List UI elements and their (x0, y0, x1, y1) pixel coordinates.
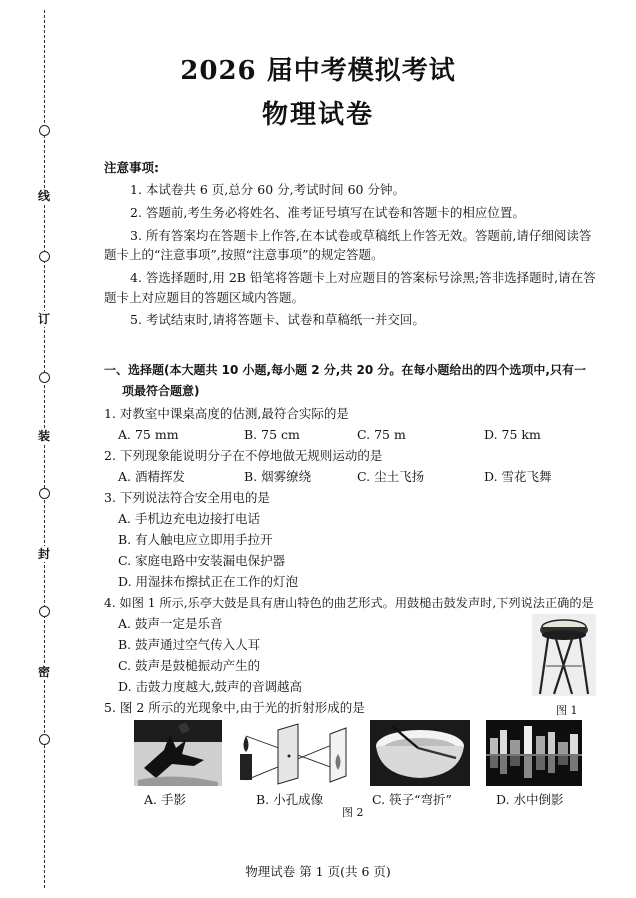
figure-2-pinhole-image (234, 720, 352, 786)
question-2-option-a: A. 酒精挥发 (118, 469, 185, 484)
question-4-option-a: A. 鼓声一定是乐音 (118, 616, 223, 631)
exam-title: 2026 届中考模拟考试 (180, 56, 456, 86)
binding-hole (39, 372, 50, 383)
notice-line: 3. 所有答案均在答题卡上作答,在本试卷或草稿纸上作答无效。答题前,请仔细阅读答 (130, 228, 592, 243)
question-2-option-b: B. 烟雾缭绕 (244, 469, 312, 484)
question-2-stem: 2. 下列现象能说明分子在不停地做无规则运动的是 (104, 448, 383, 463)
figure-1-label: 图 1 (556, 704, 578, 717)
binding-hole (39, 606, 50, 617)
question-1-option-b: B. 75 cm (244, 427, 300, 442)
notice-line: 题卡上对应题目的答题区域内答题。 (104, 290, 305, 305)
figure-2-chopstick-image (370, 720, 470, 786)
section-heading: 一、选择题(本大题共 10 小题,每小题 2 分,共 20 分。在每小题给出的四个选项中,只有一 (104, 363, 586, 377)
binding-char-zhuang: 装 (34, 428, 54, 444)
question-5-option-c: C. 筷子“弯折” (372, 792, 452, 807)
question-3-option-a: A. 手机边充电边接打电话 (118, 511, 260, 526)
question-3-option-c: C. 家庭电路中安装漏电保护器 (118, 553, 286, 568)
question-2-option-c: C. 尘土飞扬 (357, 469, 425, 484)
question-5-option-b: B. 小孔成像 (256, 792, 324, 807)
question-5-option-a: A. 手影 (144, 792, 186, 807)
notice-line: 题卡上的“注意事项”,按照“注意事项”的规定答题。 (104, 247, 384, 262)
question-1-option-d: D. 75 km (484, 427, 541, 442)
page-footer: 物理试卷 第 1 页(共 6 页) (245, 864, 391, 879)
question-4-stem: 4. 如图 1 所示,乐亭大鼓是具有唐山特色的曲艺形式。用鼓槌击鼓发声时,下列说法正确的是 (104, 596, 594, 610)
figure-1-drum-image (532, 614, 596, 696)
figure-2-hand-shadow-image (134, 720, 222, 786)
binding-char-xian: 线 (34, 188, 54, 204)
notice-line: 1. 本试卷共 6 页,总分 60 分,考试时间 60 分钟。 (130, 182, 405, 197)
figure-2-reflection-image (486, 720, 582, 786)
binding-hole (39, 251, 50, 262)
question-5-stem: 5. 图 2 所示的光现象中,由于光的折射形成的是 (104, 700, 365, 715)
question-4-option-d: D. 击鼓力度越大,鼓声的音调越高 (118, 679, 302, 694)
binding-char-ding: 订 (34, 311, 54, 327)
notice-line: 2. 答题前,考生务必将姓名、准考证号填写在试卷和答题卡的相应位置。 (130, 205, 525, 220)
question-4-option-c: C. 鼓声是鼓槌振动产生的 (118, 658, 261, 673)
question-4-option-b: B. 鼓声通过空气传入人耳 (118, 637, 261, 652)
question-3-option-d: D. 用湿抹布擦拭正在工作的灯泡 (118, 574, 299, 589)
binding-char-mi: 密 (34, 664, 54, 680)
question-1-option-c: C. 75 m (357, 427, 406, 442)
exam-subject: 物理试卷 (261, 100, 374, 130)
notice-heading: 注意事项: (104, 160, 159, 175)
section-heading-cont: 项最符合题意) (122, 384, 200, 398)
binding-hole (39, 734, 50, 745)
binding-dashed-line (44, 10, 45, 888)
question-1-stem: 1. 对教室中课桌高度的估测,最符合实际的是 (104, 406, 349, 421)
question-3-option-b: B. 有人触电应立即用手拉开 (118, 532, 273, 547)
figure-2-label: 图 2 (342, 806, 364, 819)
notice-line: 4. 答选择题时,用 2B 铅笔将答题卡上对应题目的答案标号涂黑;答非选择题时,请在答 (130, 270, 596, 285)
binding-char-feng: 封 (34, 546, 54, 562)
binding-hole (39, 488, 50, 499)
question-1-option-a: A. 75 mm (118, 427, 179, 442)
question-5-option-d: D. 水中倒影 (496, 792, 564, 807)
question-2-option-d: D. 雪花飞舞 (484, 469, 552, 484)
notice-line: 5. 考试结束时,请将答题卡、试卷和草稿纸一并交回。 (130, 312, 425, 327)
question-3-stem: 3. 下列说法符合安全用电的是 (104, 490, 270, 505)
